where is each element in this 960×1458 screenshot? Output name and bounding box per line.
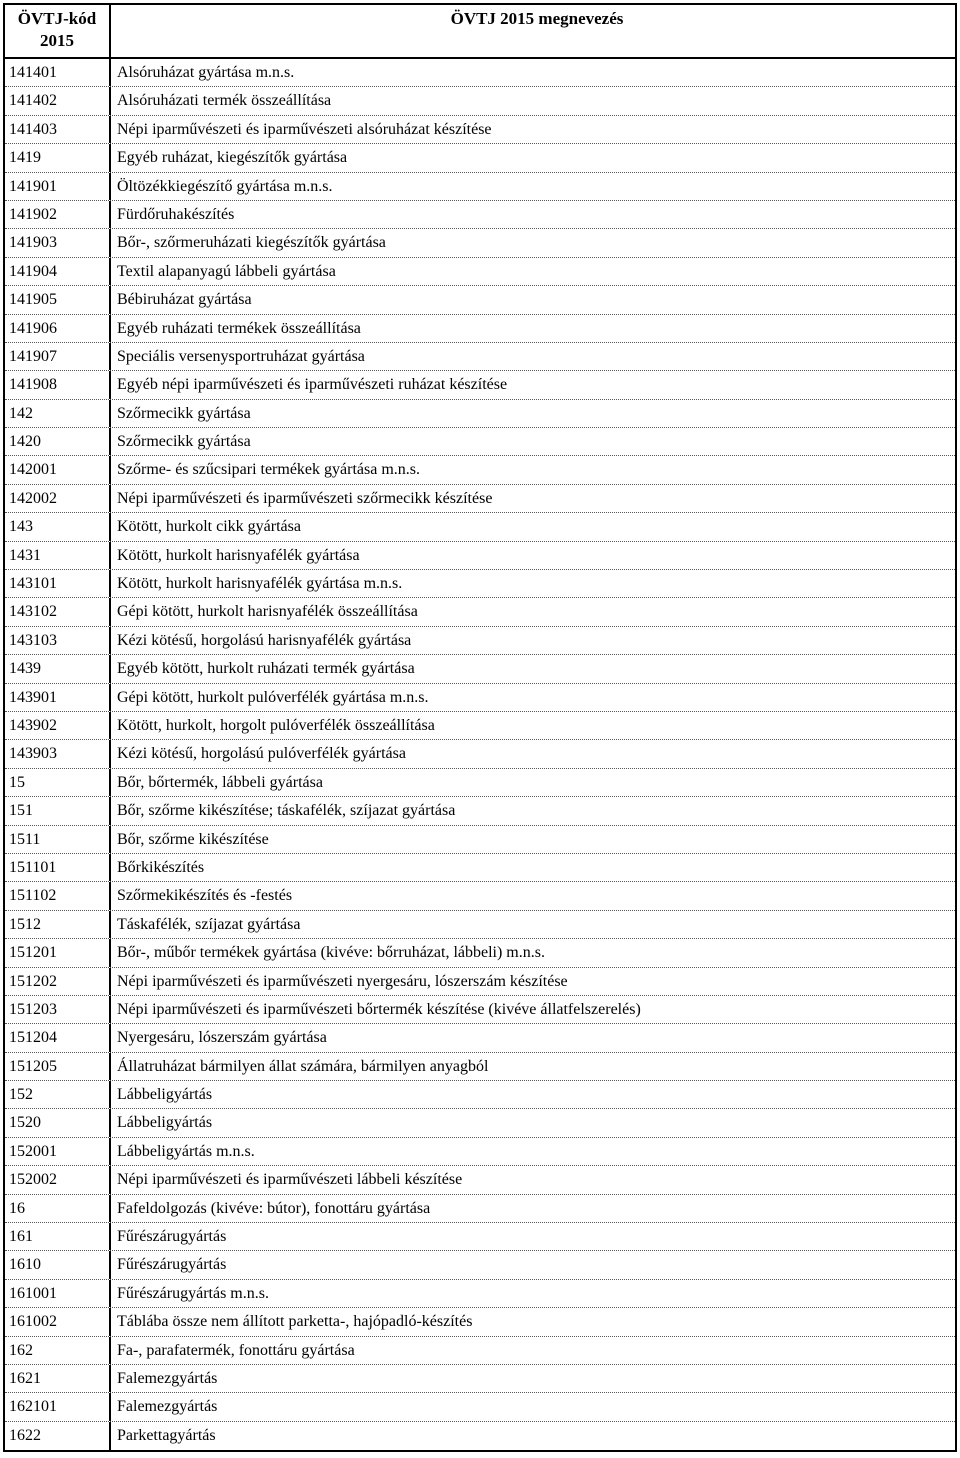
row-name: Szőrmekikészítés és -festés [117,887,293,905]
table-row [5,87,955,115]
row-code: 151203 [5,996,111,1023]
row-code: 162 [5,1337,111,1364]
table-row [5,229,955,257]
table-row [5,968,955,996]
table-row [5,627,955,655]
row-name: Szőrmecikk gyártása [117,404,251,422]
row-name: Fa-, parafatermék, fonottáru gyártása [117,1341,355,1359]
table-row [5,1422,955,1450]
row-name: Falemezgyártás [117,1398,218,1416]
row-name: Fűrészárugyártás [117,1228,227,1246]
row-name: Bőr-, szőrmeruházati kiegészítők gyártása [117,234,386,252]
table-row [5,201,955,229]
row-code: 151204 [5,1024,111,1051]
row-code: 1621 [5,1365,111,1392]
table-row [5,1251,955,1279]
table-row [5,684,955,712]
row-code: 151 [5,797,111,824]
table-row [5,1223,955,1251]
row-name: Kötött, hurkolt harisnyafélék gyártása [117,546,360,564]
table-row [5,570,955,598]
row-name: Lábbeligyártás [117,1114,213,1132]
table-row [5,59,955,87]
row-name: Kézi kötésű, horgolású harisnyafélék gyártása [117,631,412,649]
row-code: 142001 [5,456,111,483]
header-code-label: ÖVTJ-kód [17,9,97,28]
table-row [5,712,955,740]
row-code: 141908 [5,371,111,398]
row-name: Öltözékkiegészítő gyártása m.n.s. [117,177,333,195]
table-row [5,1393,955,1421]
row-name: Speciális versenysportruházat gyártása [117,347,365,365]
row-name: Textil alapanyagú lábbeli gyártása [117,262,336,280]
row-code: 141905 [5,286,111,313]
table-row [5,882,955,910]
table-row [5,1053,955,1081]
row-name: Táskafélék, szíjazat gyártása [117,915,301,933]
row-code: 142 [5,400,111,427]
row-name: Kötött, hurkolt cikk gyártása [117,518,301,536]
row-code: 143901 [5,684,111,711]
row-code: 151202 [5,968,111,995]
table-row [5,1308,955,1336]
row-code: 152002 [5,1166,111,1193]
row-code: 15 [5,769,111,796]
row-code: 151101 [5,854,111,881]
row-code: 1439 [5,655,111,682]
header-code-year: 2015 [40,31,74,50]
table-row [5,485,955,513]
row-code: 161 [5,1223,111,1250]
row-name: Bőr-, műbőr termékek gyártása (kivéve: bőrruházat, lábbeli) m.n.s. [117,944,545,962]
row-name: Népi iparművészeti és iparművészeti bőrtermék készítése (kivéve állatfelszerelés) [117,1000,641,1018]
row-name: Gépi kötött, hurkolt harisnyafélék összeállítása [117,603,418,621]
table-row [5,655,955,683]
row-code: 161001 [5,1280,111,1307]
row-name: Parkettagyártás [117,1426,216,1444]
row-code: 141402 [5,87,111,114]
row-code: 1431 [5,542,111,569]
table-row [5,740,955,768]
row-name: Nyergesáru, lószerszám gyártása [117,1029,327,1047]
table-row [5,116,955,144]
row-name: Szőrme- és szűcsipari termékek gyártása m.n.s. [117,461,421,479]
row-name: Népi iparművészeti és iparművészeti nyergesáru, lószerszám készítése [117,972,568,990]
row-name: Népi iparművészeti és iparművészeti szőrmecikk készítése [117,489,493,507]
table-row [5,1337,955,1365]
row-name: Fűrészárugyártás m.n.s. [117,1284,269,1302]
table-row [5,258,955,286]
row-code: 141401 [5,59,111,86]
row-name: Szőrmecikk gyártása [117,433,251,451]
row-name: Népi iparművészeti és iparművészeti alsóruházat készítése [117,120,492,138]
row-code: 143103 [5,627,111,654]
row-name: Népi iparművészeti és iparművészeti lábbeli készítése [117,1171,463,1189]
row-code: 141903 [5,229,111,256]
row-code: 151102 [5,882,111,909]
row-code: 142002 [5,485,111,512]
row-name: Lábbeligyártás m.n.s. [117,1142,255,1160]
table-row [5,1024,955,1052]
row-name: Táblába össze nem állított parketta-, hajópadló-készítés [117,1313,473,1331]
row-name: Falemezgyártás [117,1369,218,1387]
table-row [5,1195,955,1223]
table-row [5,1280,955,1308]
row-code: 143903 [5,740,111,767]
row-code: 1420 [5,428,111,455]
table-row [5,343,955,371]
row-code: 141906 [5,315,111,342]
row-code: 141907 [5,343,111,370]
table-row [5,1138,955,1166]
row-code: 141904 [5,258,111,285]
table-row [5,1109,955,1137]
row-code: 141403 [5,116,111,143]
table-row [5,769,955,797]
row-code: 143902 [5,712,111,739]
table-row [5,371,955,399]
row-name: Bőr, bőrtermék, lábbeli gyártása [117,773,323,791]
table-row [5,826,955,854]
table-row [5,1166,955,1194]
row-name: Bébiruházat gyártása [117,291,252,309]
table-row [5,598,955,626]
row-name: Kézi kötésű, horgolású pulóverfélék gyártása [117,745,406,763]
row-name: Alsóruházat gyártása m.n.s. [117,64,295,81]
row-code: 151205 [5,1053,111,1080]
code-table [3,3,957,1452]
table-row [5,315,955,343]
row-code: 152001 [5,1138,111,1165]
row-code: 143 [5,513,111,540]
table-row [5,286,955,314]
table-row [5,400,955,428]
row-name: Bőrkikészítés [117,858,205,876]
row-code: 161002 [5,1308,111,1335]
row-code: 152 [5,1081,111,1108]
row-code: 141902 [5,201,111,228]
table-row [5,854,955,882]
header-code-column [5,5,111,57]
table-row [5,144,955,172]
table-row [5,797,955,825]
row-name: Lábbeligyártás [117,1086,213,1104]
table-row [5,911,955,939]
table-row [5,1365,955,1393]
row-code: 162101 [5,1393,111,1420]
row-code: 1520 [5,1109,111,1136]
row-name: Egyéb ruházat, kiegészítők gyártása [117,149,348,167]
table-row [5,456,955,484]
row-code: 143102 [5,598,111,625]
table-row [5,939,955,967]
row-code: 1419 [5,144,111,171]
row-name: Alsóruházati termék összeállítása [117,92,332,110]
row-name: Fürdőruhakészítés [117,205,235,223]
row-name: Bőr, szőrme kikészítése [117,830,269,848]
row-name: Egyéb ruházati termékek összeállítása [117,319,361,337]
row-name: Fafeldolgozás (kivéve: bútor), fonottáru gyártása [117,1199,431,1217]
table-row [5,542,955,570]
row-name: Bőr, szőrme kikészítése; táskafélék, szíjazat gyártása [117,802,456,820]
row-code: 16 [5,1195,111,1222]
row-name: Kötött, hurkolt harisnyafélék gyártása m.n.s. [117,575,403,593]
table-row [5,428,955,456]
row-code: 141901 [5,173,111,200]
header-name-column: ÖVTJ 2015 megnevezés [450,9,624,28]
row-code: 143101 [5,570,111,597]
row-code: 1511 [5,826,111,853]
table-row [5,513,955,541]
table-row [5,173,955,201]
row-name: Kötött, hurkolt, horgolt pulóverfélék összeállítása [117,716,435,734]
row-name: Egyéb kötött, hurkolt ruházati termék gyártása [117,660,415,678]
table-row [5,1081,955,1109]
row-name: Állatruházat bármilyen állat számára, bármilyen anyagból [117,1057,489,1075]
row-name: Egyéb népi iparművészeti és iparművészeti ruházat készítése [117,376,508,394]
row-code: 151201 [5,939,111,966]
row-name: Gépi kötött, hurkolt pulóverfélék gyártása m.n.s. [117,688,429,706]
row-name: Fűrészárugyártás [117,1256,227,1274]
table-body [5,59,955,1450]
table-header [5,5,955,59]
row-code: 1512 [5,911,111,938]
table-row [5,996,955,1024]
row-code: 1622 [5,1422,111,1450]
row-code: 1610 [5,1251,111,1278]
